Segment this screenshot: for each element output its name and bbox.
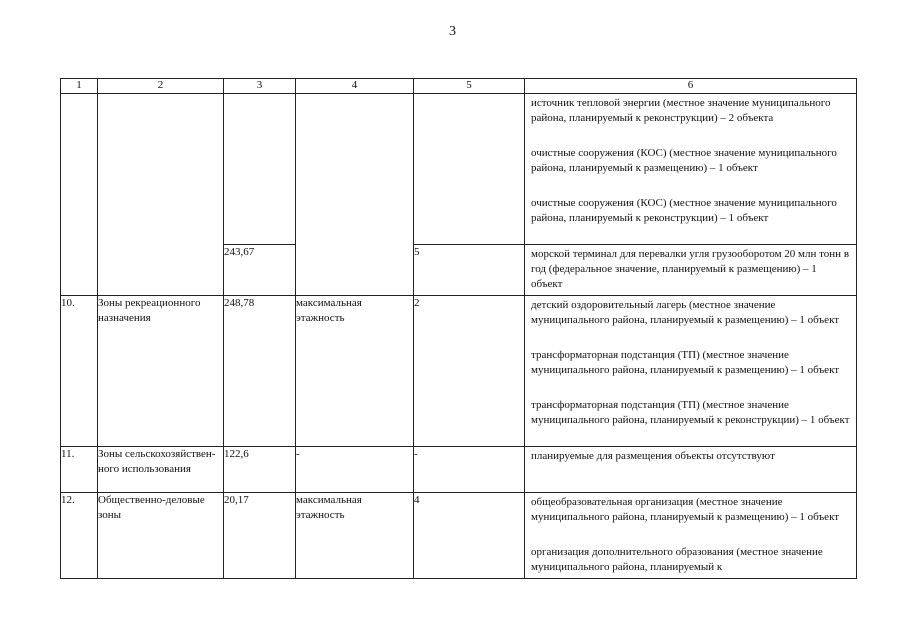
table-row [61,296,857,447]
object-entry: очистные сооружения (КОС) (местное значение муниципального района, планируемый к размещению) – 1 объект [531,147,837,174]
objects-cell [525,447,857,493]
column-header-1: 1 [61,79,98,94]
parameter-value: 4 [414,493,525,579]
area-value: 20,17 [224,493,296,579]
area-cell: 243,67 [224,245,296,296]
parameter-name: максимальная этажность [296,296,414,447]
column-header-2: 2 [98,79,224,94]
object-entry: трансформаторная подстанция (ТП) (местное значение муниципального района, планируемый к размещению) – 1 объект [531,349,840,376]
area-cell [224,94,296,245]
table-row [61,94,857,245]
column-header-3: 3 [224,79,296,94]
zone-cell [98,94,224,296]
objects-cell [525,296,857,447]
row-number: 10. [61,296,98,447]
parameter-cell [296,94,414,296]
zone-name: Общественно-деловые зоны [98,493,224,579]
object-entry: детский оздоровительный лагерь (местное значение муниципального района, планируемый к размещению) – 1 объект [531,299,840,326]
row-number: 12. [61,493,98,579]
table-row [61,493,857,579]
object-entry: очистные сооружения (КОС) (местное значение муниципального района, планируемый к реконструкции) – 1 объект [531,197,837,224]
row-number: 11. [61,447,98,493]
zones-table [60,78,857,579]
table-row [61,447,857,493]
parameter-value: - [414,447,525,493]
page-number: 3 [449,24,456,39]
area-value: 122,6 [224,447,296,493]
object-entry: организация дополнительного образования (местное значение муниципального района, планируемый к [531,546,823,573]
parameter-name: максимальная этажность [296,493,414,579]
object-entry: планируемые для размещения объекты отсутствуют [531,450,775,462]
objects-cell [525,245,857,296]
object-entry: общеобразовательная организация (местное значение муниципального района, планируемый к размещению) – 1 объект [531,496,840,523]
value-cell [414,94,525,245]
objects-cell [525,94,857,245]
parameter-name: - [296,447,414,493]
object-entry: трансформаторная подстанция (ТП) (местное значение муниципального района, планируемый к реконструкции) – 1 объект [531,399,850,426]
column-header-4: 4 [296,79,414,94]
object-entry: источник тепловой энергии (местное значение муниципального района, планируемый к реконструкции) – 2 объекта [531,97,831,124]
area-value: 248,78 [224,296,296,447]
parameter-value: 2 [414,296,525,447]
column-header-6: 6 [525,79,857,94]
value-cell: 5 [414,245,525,296]
zone-name: Зоны сельскохозяйствен-ного использования [98,447,224,493]
zone-name: Зоны рекреационного назначения [98,296,224,447]
number-cell [61,94,98,296]
object-entry: морской терминал для перевалки угля грузооборотом 20 млн тонн в год (федеральное значение, планируемый к размещению) – 1 объект [531,248,850,290]
objects-cell [525,493,857,579]
header-row [61,79,857,94]
column-header-5: 5 [414,79,525,94]
